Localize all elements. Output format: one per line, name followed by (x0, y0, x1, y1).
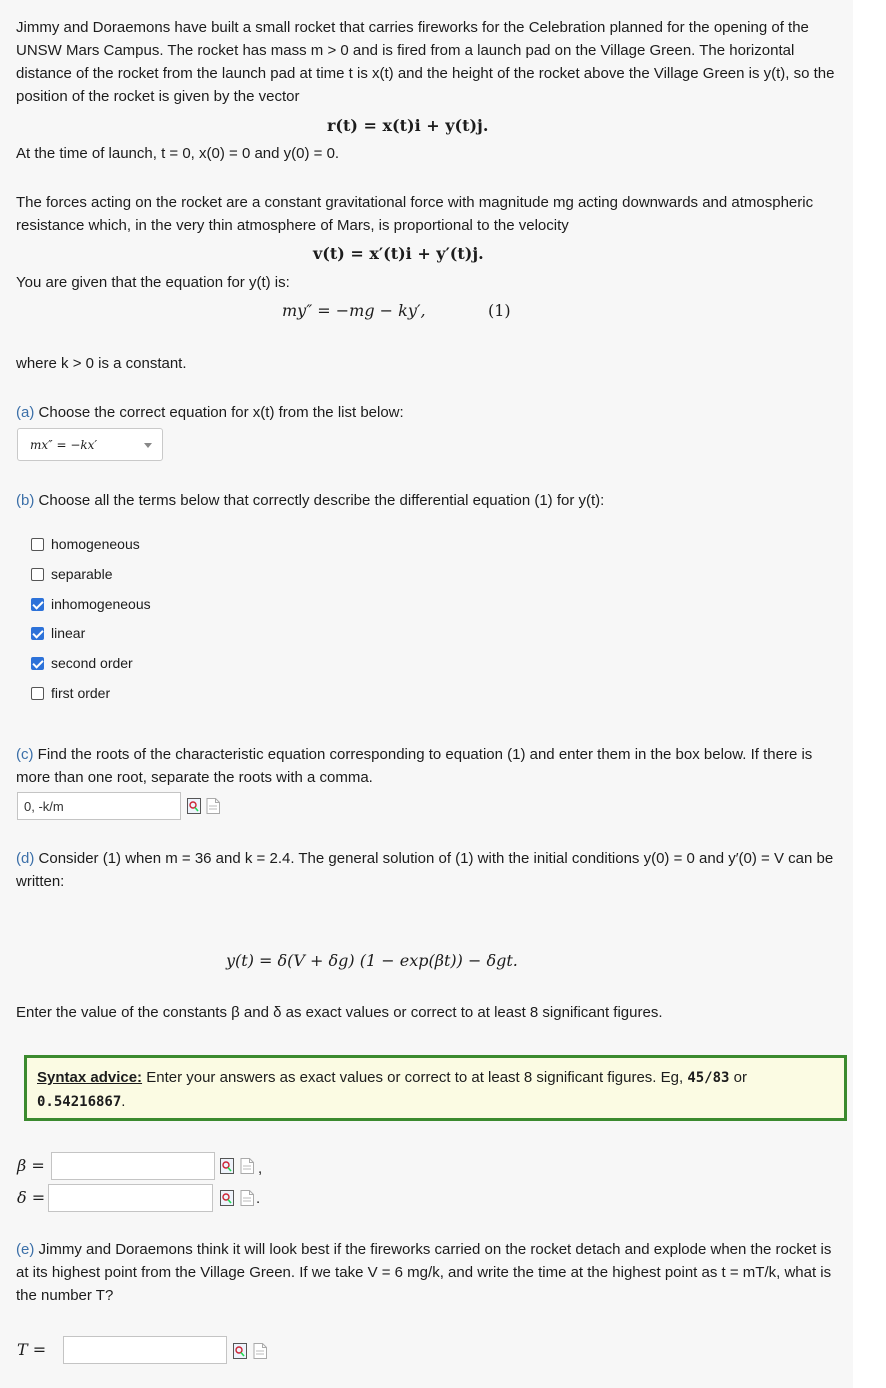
preview-icon[interactable] (220, 1190, 234, 1206)
syntax-advice-text: Enter your answers as exact values or correct to at least 8 significant figures. Eg, (142, 1069, 688, 1086)
intro-paragraph-3: The forces acting on the rocket are a constant gravitational force with magnitude mg acting downwards and atmospheric resistance which, in the very thin atmosphere of Mars, is proportional to the velocity (16, 194, 814, 234)
checkbox-inhomogeneous[interactable] (31, 598, 44, 611)
option-label: second order (51, 655, 133, 671)
option-label: linear (51, 625, 86, 641)
syntax-example-2: 0.54216867 (37, 1094, 122, 1110)
syntax-advice-heading: Syntax advice: (37, 1069, 143, 1086)
intro-paragraph-1: Jimmy and Doraemons have built a small rocket that carries fireworks for the Celebration planned for the opening of the UNSW Mars Campus. The rocket has mass m > 0 and is fired from a launch pad on the Village Green. The horizontal distance of the rocket from the launch pad at time t is x(t) and the height of the rocket above the Village Green is y(t), so the position of the rocket is given by the vector (16, 19, 835, 105)
preview-icon[interactable] (187, 798, 201, 814)
part-a-text: Choose the correct equation for x(t) from the list below: (38, 404, 404, 421)
help-icon[interactable] (240, 1190, 254, 1206)
option-label: inhomogeneous (51, 596, 151, 612)
part-e-text: Jimmy and Doraemons think it will look best if the fireworks carried on the rocket detach and explode when the rocket is at its highest point from the Village Green. If we take V = 6 mg/k, and write the time at the highest point as t = mT/k, what is the number T? (16, 1241, 832, 1304)
t-label: T = (17, 1340, 47, 1359)
general-solution-equation: y(t) = δ(V + δg) (1 − exp(βt)) − δgt. (226, 951, 518, 970)
syntax-advice-box (24, 1055, 847, 1121)
part-b-text: Choose all the terms below that correctly describe the differential equation (1) for y(t): (38, 492, 605, 509)
part-c-tag: (c) (16, 746, 34, 763)
intro-paragraph-2: At the time of launch, t = 0, x(0) = 0 and y(0) = 0. (16, 145, 340, 162)
part-c-text: Find the roots of the characteristic equation corresponding to equation (1) and enter them in the box below. If there is more than one root, separate the roots with a comma. (16, 746, 813, 786)
part-d-question (16, 847, 838, 893)
syntax-end: . (121, 1093, 126, 1110)
checkbox-separable[interactable] (31, 568, 44, 581)
part-b-question (16, 489, 838, 512)
part-b-tag: (b) (16, 492, 35, 509)
delta-input[interactable] (48, 1184, 213, 1212)
option-label: first order (51, 685, 111, 701)
part-c-question (16, 743, 838, 789)
help-icon[interactable] (240, 1158, 254, 1174)
checkbox-first-order[interactable] (31, 687, 44, 700)
syntax-example-1: 45/83 (687, 1070, 730, 1086)
equation-y: my″ = −mg − ky′, (282, 301, 426, 320)
part-e-question (16, 1238, 838, 1307)
preview-icon[interactable] (220, 1158, 234, 1174)
part-a-question (16, 401, 838, 424)
beta-suffix: , (258, 1160, 263, 1177)
beta-label: β = (17, 1156, 45, 1175)
help-icon[interactable] (253, 1343, 267, 1359)
part-e-tag: (e) (16, 1241, 35, 1258)
intro-paragraph-4: You are given that the equation for y(t) is: (16, 274, 290, 291)
equation-number: (1) (488, 301, 511, 320)
t-input[interactable] (63, 1336, 227, 1364)
checkbox-linear[interactable] (31, 627, 44, 640)
roots-input[interactable] (17, 792, 181, 820)
beta-input[interactable] (51, 1152, 215, 1180)
help-icon[interactable] (206, 798, 220, 814)
delta-suffix: . (256, 1190, 261, 1207)
equation-velocity: v(t) = x′(t)i + y′(t)j. (313, 244, 484, 263)
equation-select[interactable] (17, 428, 163, 461)
equation-position: r(t) = x(t)i + y(t)j. (327, 116, 489, 135)
part-d-instruction: Enter the value of the constants β and δ as exact values or correct to at least 8 significant figures. (16, 1004, 663, 1021)
option-label: homogeneous (51, 536, 140, 552)
delta-label: δ = (17, 1188, 46, 1207)
checkbox-homogeneous[interactable] (31, 538, 44, 551)
intro-paragraph-5: where k > 0 is a constant. (16, 355, 187, 372)
syntax-or: or (729, 1069, 747, 1086)
chevron-down-icon (144, 443, 152, 448)
part-d-text: Consider (1) when m = 36 and k = 2.4. The general solution of (1) with the initial conditions y(0) = 0 and y′(0) = V can be written: (16, 850, 834, 890)
preview-icon[interactable] (233, 1343, 247, 1359)
option-label: separable (51, 566, 113, 582)
part-a-tag: (a) (16, 404, 35, 421)
part-d-tag: (d) (16, 850, 35, 867)
checkbox-second-order[interactable] (31, 657, 44, 670)
equation-select-value: mx″ = −kx′ (30, 438, 98, 452)
